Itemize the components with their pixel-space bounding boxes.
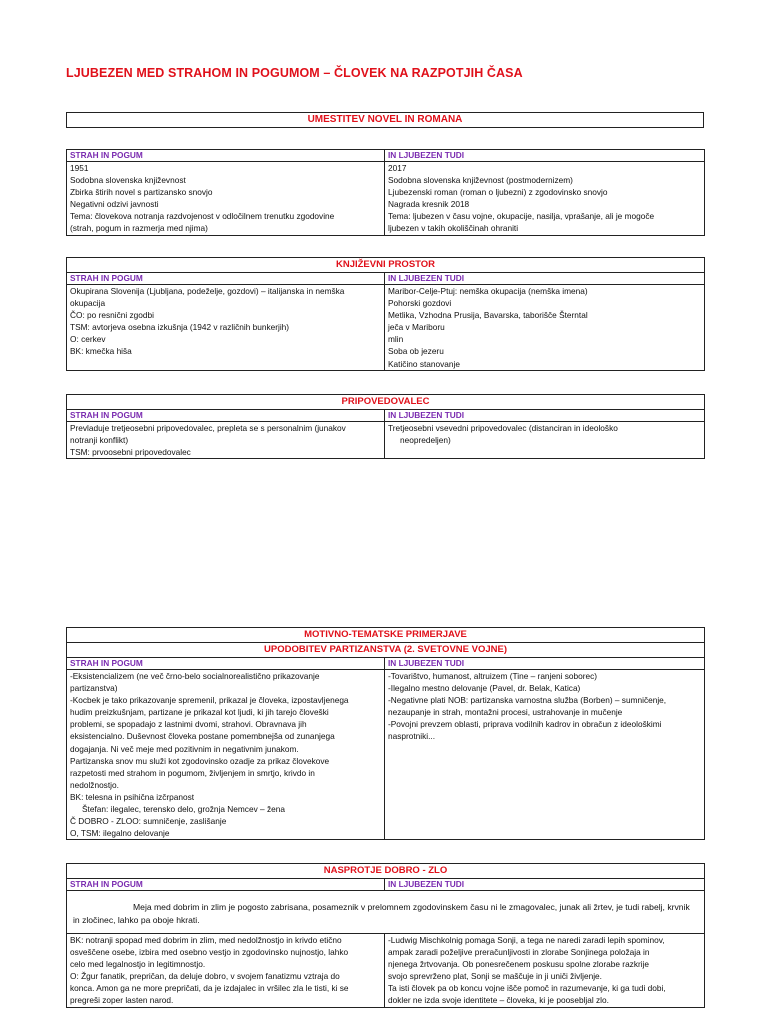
- text-line: Katičino stanovanje: [388, 358, 460, 369]
- text-line: hudim preizkušnjam, partizane je prikazal kot ljudi, ki jih tarejo človeški: [70, 707, 329, 718]
- text-line: ječa v Mariboru: [388, 322, 445, 333]
- text-line: Tema: ljubezen v času vojne, okupacije, nasilja, vprašanje, ali je mogoče: [388, 211, 655, 222]
- cell-right: [385, 162, 705, 236]
- text-line: O, TSM: ilegalno delovanje: [70, 828, 170, 839]
- text-line: -Povojni prevzem oblasti, priprava vodilnih kadrov in obračun z ideološkimi: [388, 719, 662, 730]
- col-head-right: IN LJUBEZEN TUDI: [385, 879, 705, 891]
- col-head-right: IN LJUBEZEN TUDI: [385, 658, 705, 670]
- text-line: Sodobna slovenska književnost: [70, 175, 186, 186]
- text-line: konca. Amon ga ne more prepričati, da je izdajalec in vršilec zla le tisti, ki se: [70, 983, 349, 994]
- text-line: Štefan: ilegalec, terensko delo, grožnja Nemcev – žena: [82, 804, 285, 815]
- col-head-right: IN LJUBEZEN TUDI: [385, 150, 705, 162]
- col-head-left: STRAH IN POGUM: [67, 879, 385, 891]
- text-line: (strah, pogum in razmerja med njima): [70, 223, 208, 234]
- text-line: -Ilegalno mestno delovanje (Pavel, dr. Belak, Katica): [388, 683, 581, 694]
- text-line: 2017: [388, 163, 407, 173]
- text-line: njenega žrtvovanja. Ob ponesrečenem poskusu spolne zlorabe razkrije: [388, 959, 650, 970]
- cell-right: [385, 285, 705, 371]
- text-line: BK: notranji spopad med dobrim in zlim, med nedolžnostjo in krivdo etično: [70, 935, 342, 945]
- cell-right: [385, 934, 705, 1008]
- text-line: mlin: [388, 334, 404, 345]
- text-line: -Eksistencializem (ne več črno-belo socialnorealistično prikazovanje: [70, 671, 320, 681]
- text-line: Č DOBRO - ZLOO: sumničenje, zaslišanje: [70, 816, 227, 827]
- text-line: -Tovarištvo, humanost, altruizem (Tine – ranjeni soborec): [388, 671, 598, 681]
- text-line: ČO: po resnični zgodbi: [70, 310, 154, 321]
- text-line: osveščene osebe, izbira med osebno vestjo in zgodovinsko nujnostjo, lahko: [70, 947, 349, 958]
- text-line: Metlika, Vzhodna Prusija, Bavarska, taborišče Šterntal: [388, 310, 588, 321]
- text-line: dogajanja. Ni več meje med pozitivnim in negativnim junakom.: [70, 743, 299, 754]
- text-line: nasprotniki...: [388, 731, 436, 742]
- text-line: svojo sprevrženo plat, Sonji se maščuje in ji uniči življenje.: [388, 971, 602, 982]
- text-line: O: Žgur fanatik, prepričan, da deluje dobro, v svojem fanatizmu vztraja do: [70, 971, 340, 982]
- table-motivno: [66, 627, 705, 840]
- text-line: 1951: [70, 163, 89, 173]
- section-heading-motivno: MOTIVNO-TEMATSKE PRIMERJAVE: [67, 628, 705, 643]
- text-line: celo med legalnostjo in legitimnostjo.: [70, 959, 206, 970]
- text-line: Ta isti človek pa ob koncu vojne išče pomoč in razumevanje, ki ga tudi dobi,: [388, 983, 666, 994]
- cell-right: [385, 670, 705, 840]
- text-line: pregreši zoper lasten narod.: [70, 995, 174, 1006]
- table-pripovedovalec: [66, 394, 705, 459]
- section-heading-pripovedovalec: PRIPOVEDOVALEC: [67, 395, 705, 410]
- col-head-left: STRAH IN POGUM: [67, 658, 385, 670]
- text-line: razpetosti med strahom in pogumom, življenjem in smrtjo, krivdo in: [70, 767, 315, 778]
- table-prostor: [66, 257, 705, 371]
- text-line: ampak zaradi poželjive preračunljivosti in zlorabe Sonjinega položaja in: [388, 947, 650, 958]
- cell-left: [67, 422, 385, 459]
- text-line: Pohorski gozdovi: [388, 298, 452, 309]
- text-line: -Negativne plati NOB: partizanska varnostna služba (Borben) – sumničenje,: [388, 695, 667, 706]
- table-umestitev: [66, 149, 705, 236]
- text-line: Zbirka štirih novel s partizansko snovjo: [70, 187, 213, 198]
- text-line: ljubezen v takih okoliščinah ohraniti: [388, 223, 519, 234]
- text-line: partizanstva): [70, 683, 118, 694]
- section-subheading-partizanstvo: UPODOBITEV PARTIZANSTVA (2. SVETOVNE VOJNE): [67, 643, 705, 658]
- section-heading-dobro-zlo: NASPROTJE DOBRO - ZLO: [67, 864, 705, 879]
- text-line: -Ludwig Mischkolnig pomaga Sonji, a tega ne naredi zaradi lepih spominov,: [388, 935, 665, 945]
- text-line: O: cerkev: [70, 334, 106, 345]
- text-line: -Kocbek je tako prikazovanje spremenil, prikazal je človeka, izpostavljenega: [70, 695, 349, 706]
- text-line: nezaupanje in strah, montažni procesi, ustrahovanje in mučenje: [388, 707, 623, 718]
- section-heading-umestitev: UMESTITEV NOVEL IN ROMANA: [66, 112, 704, 128]
- cell-left: [67, 285, 385, 371]
- text-line: neopredeljen): [400, 435, 451, 446]
- text-line: problemi, se spopadajo z lastnimi dvomi, strahovi. Obravnava jih: [70, 719, 307, 730]
- table-dobro-zlo: [66, 863, 705, 1008]
- col-head-right: IN LJUBEZEN TUDI: [385, 410, 705, 422]
- cell-left: [67, 934, 385, 1008]
- text-line: Negativni odzivi javnosti: [70, 199, 159, 210]
- intro-paragraph-cell: [67, 891, 705, 934]
- text-line: TSM: avtorjeva osebna izkušnja (1942 v različnih bunkerjih): [70, 322, 290, 333]
- text-line: notranji konflikt): [70, 435, 129, 446]
- col-head-right: IN LJUBEZEN TUDI: [385, 273, 705, 285]
- text-line: Partizanska snov mu služi kot zgodovinsko ozadje za prikaz človekove: [70, 755, 330, 766]
- intro-paragraph: Meja med dobrim in zlim je pogosto zabrisana, posameznik v prelomnem zgodovinskem času ni le zmagovalec, junak ali žrtev, je tudi rabelj, krvnik in zločinec, lahko pa oboje hkrati.: [73, 902, 690, 925]
- text-line: Sodobna slovenska književnost (postmodernizem): [388, 175, 573, 186]
- cell-left: [67, 162, 385, 236]
- text-line: Maribor-Celje-Ptuj: nemška okupacija (nemška imena): [388, 286, 588, 296]
- text-line: TSM: prvoosebni pripovedovalec: [70, 447, 191, 458]
- section-heading-prostor: KNJIŽEVNI PROSTOR: [67, 258, 705, 273]
- text-line: Ljubezenski roman (roman o ljubezni) z zgodovinsko snovjo: [388, 187, 608, 198]
- col-head-left: STRAH IN POGUM: [67, 410, 385, 422]
- cell-right: [385, 422, 705, 459]
- text-line: Soba ob jezeru: [388, 346, 444, 357]
- col-head-left: STRAH IN POGUM: [67, 150, 385, 162]
- text-line: Prevladuje tretjeosebni pripovedovalec, prepleta se s personalnim (junakov: [70, 423, 346, 433]
- text-line: Okupirana Slovenija (Ljubljana, podeželje, gozdovi) – italijanska in nemška: [70, 286, 345, 296]
- text-line: Nagrada kresnik 2018: [388, 199, 470, 210]
- text-line: Tema: človekova notranja razdvojenost v odločilnem trenutku zgodovine: [70, 211, 335, 222]
- text-line: okupacija: [70, 298, 106, 309]
- text-line: Tretjeosebni vsevedni pripovedovalec (distanciran in ideološko: [388, 423, 618, 433]
- text-line: eksistencialno. Duševnost človeka postane pomembnejša od zunanjega: [70, 731, 335, 742]
- text-line: BK: telesna in psihična izčrpanost: [70, 791, 195, 802]
- text-line: BK: kmečka hiša: [70, 346, 132, 357]
- cell-left: [67, 670, 385, 840]
- text-line: nedolžnostjo.: [70, 779, 119, 790]
- document-title: LJUBEZEN MED STRAHOM IN POGUMOM – ČLOVEK NA RAZPOTJIH ČASA: [66, 66, 523, 80]
- col-head-left: STRAH IN POGUM: [67, 273, 385, 285]
- text-line: dokler ne izda svoje identitete – človeka, ki je poosebljal zlo.: [388, 995, 609, 1006]
